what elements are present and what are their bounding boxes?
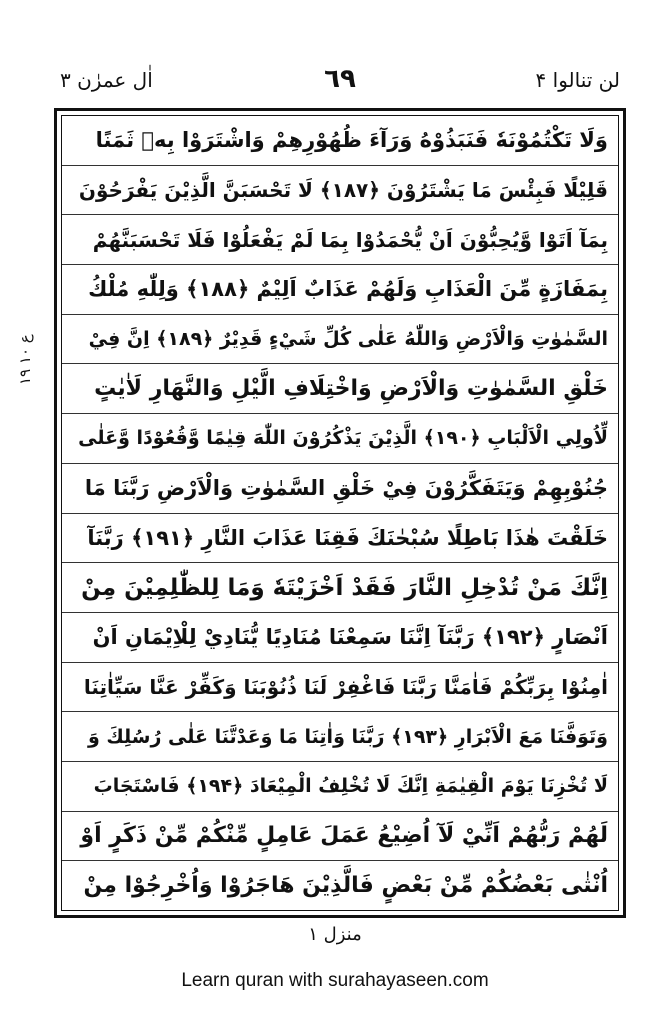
- verse-lines: [62, 116, 618, 910]
- verse-line: اٰمِنُوْا بِرَبِّكُمْ فَاٰمَنَّا رَبَّنَا فَاغْفِرْ لَنَا ذُنُوْبَنَا وَكَفِّرْ عَنَّا سَيِّاٰتِنَا: [62, 663, 618, 713]
- verse-line: اُنْثٰى بَعْضُكُمْ مِّنْ بَعْضٍ فَالَّذِيْنَ هَاجَرُوْا وَاُخْرِجُوْا مِنْ: [83, 873, 608, 899]
- verse-line: خَلَقْتَ هٰذَا بَاطِلًا سُبْحٰنَكَ فَقِنَا عَذَابَ النَّارِ ﴿۱۹۱﴾ رَبَّنَآ: [62, 514, 618, 564]
- verse-line: لَا تُخْزِنَا يَوْمَ الْقِيٰمَةِ اِنَّكَ لَا تُخْلِفُ الْمِيْعَادَ ﴿۱۹۴﴾ فَاسْتَجَابَ: [62, 762, 618, 812]
- page-header: [60, 62, 620, 102]
- watermark-text: Learn quran with surahayaseen.com: [181, 970, 489, 991]
- verse-line: جُنُوْبِهِمْ وَيَتَفَكَّرُوْنَ فِيْ خَلْقِ السَّمٰوٰتِ وَالْاَرْضِ رَبَّنَا مَا: [62, 464, 618, 514]
- verse-line: بِمَآ اَتَوْا وَّيُحِبُّوْنَ اَنْ يُّحْمَدُوْا بِمَا لَمْ يَفْعَلُوْا فَلَا تَحْسَبَنَّهُمْ: [62, 215, 618, 265]
- verse-line: بِمَفَازَةٍ مِّنَ الْعَذَابِ وَلَهُمْ عَذَابٌ اَلِيْمٌ ﴿۱۸۸﴾ وَلِلّٰهِ مُلْكُ: [62, 265, 618, 315]
- verse-line: خَلْقِ السَّمٰوٰتِ وَالْاَرْضِ وَاخْتِلَافِ الَّيْلِ وَالنَّهَارِ لَاٰيٰتٍ: [62, 364, 618, 414]
- verse-line: قَلِيْلًا فَبِئْسَ مَا يَشْتَرُوْنَ ﴿۱۸۷﴾ لَا تَحْسَبَنَّ الَّذِيْنَ يَفْرَحُوْنَ: [62, 166, 618, 216]
- verse-line: وَلَا تَكْتُمُوْنَهٗ فَنَبَذُوْهُ وَرَآءَ ظُهُوْرِهِمْ وَاشْتَرَوْا بِهٖ ثَمَنًا: [62, 116, 618, 166]
- text-frame: [54, 108, 626, 918]
- verse-line: لِّاُولِي الْاَلْبَابِ ﴿۱۹۰﴾ الَّذِيْنَ يَذْكُرُوْنَ اللّٰهَ قِيٰمًا وَّقُعُوْدًا وَّعَلٰى: [62, 414, 618, 464]
- manzil-label: منزل ۱: [308, 924, 362, 945]
- verse-line: السَّمٰوٰتِ وَالْاَرْضِ وَاللّٰهُ عَلٰى كُلِّ شَيْءٍ قَدِيْرٌ ﴿۱۸۹﴾ اِنَّ فِيْ: [62, 315, 618, 365]
- text-frame-inner: [61, 115, 619, 911]
- page-number: ٦٩: [324, 64, 356, 94]
- verse-line: وَتَوَفَّنَا مَعَ الْاَبْرَارِ ﴿۱۹۳﴾ رَبَّنَا وَاٰتِنَا مَا وَعَدْتَّنَا عَلٰى رُسُلِكَ وَ: [62, 712, 618, 762]
- ruku-margin-mark: ع ۱۰ ۱۹: [16, 334, 34, 386]
- surah-name: اٰل عمرٰن ۳: [60, 68, 153, 92]
- juz-name: لن تنالوا ۴: [535, 68, 620, 92]
- verse-line: اَنْصَارٍ ﴿۱۹۲﴾ رَبَّنَآ اِنَّنَا سَمِعْنَا مُنَادِيًا يُّنَادِيْ لِلْاِيْمَانِ اَنْ: [62, 613, 618, 663]
- verse-line: لَهُمْ رَبُّهُمْ اَنِّيْ لَآ اُضِيْعُ عَمَلَ عَامِلٍ مِّنْكُمْ مِّنْ ذَكَرٍ اَوْ: [62, 812, 618, 862]
- verse-line: اِنَّكَ مَنْ تُدْخِلِ النَّارَ فَقَدْ اَخْزَيْتَهٗ وَمَا لِلظّٰلِمِيْنَ مِنْ: [62, 563, 618, 613]
